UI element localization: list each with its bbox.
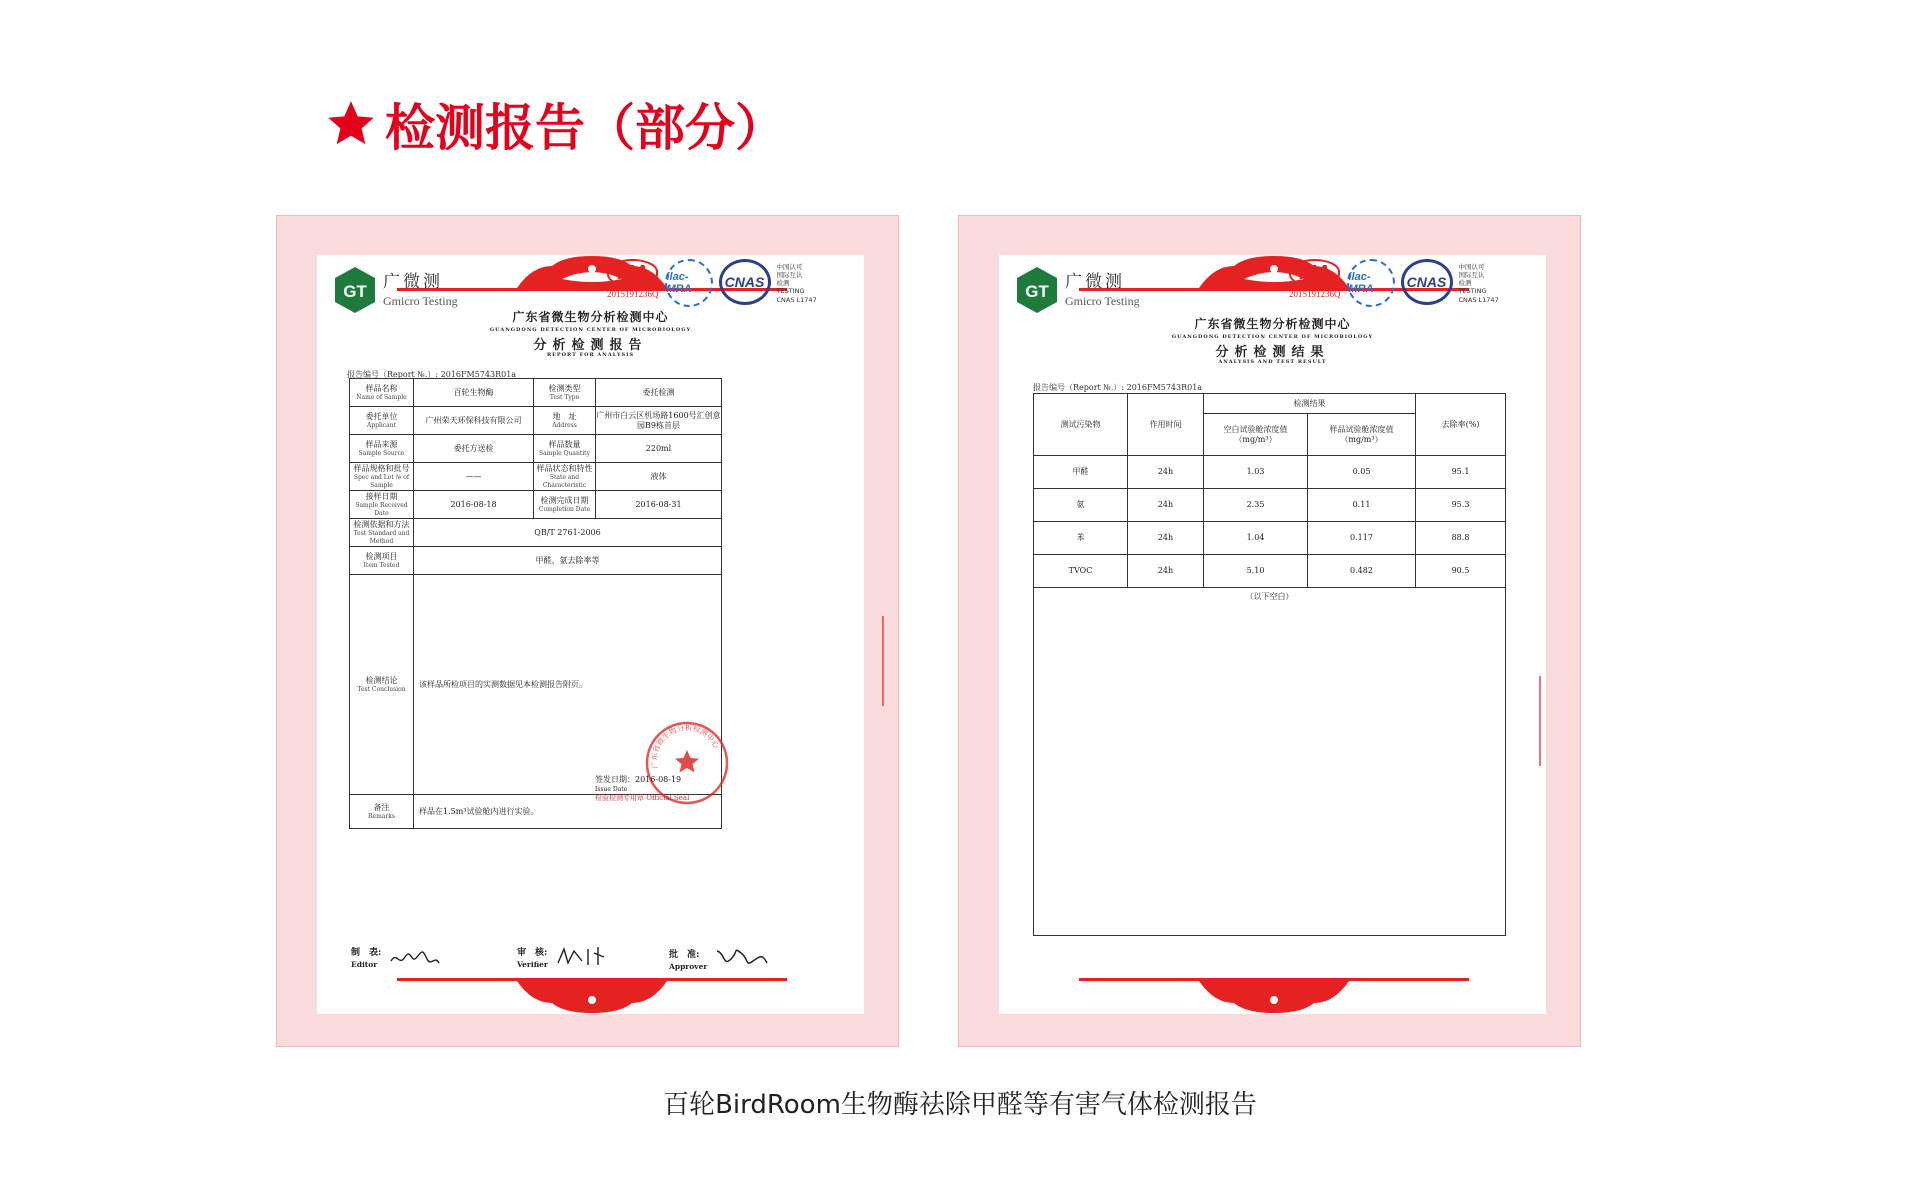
report-title-cn: 分析检测报告 xyxy=(533,338,648,353)
sample-quantity-value: 220ml xyxy=(596,435,722,463)
report-title-cn: 分析检测结果 xyxy=(1215,345,1330,360)
signature-editor: 制 表: Editor xyxy=(351,943,443,969)
paper-cut-ornament xyxy=(397,978,787,1014)
table-row: 检测结论 Test Conclusion 该样品所检项目的实测数据见本检测报告附页。 xyxy=(350,575,722,795)
test-type-value: 委托检测 xyxy=(596,379,722,407)
report-sheet-analysis xyxy=(317,255,864,1014)
cma-number: 2015191236Q xyxy=(1289,289,1341,299)
table-row: 接样日期 Sample Received Date 2016-08-18 检测完成日期 Completion Date 2016-08-31 xyxy=(350,491,722,519)
gmicro-mark-icon xyxy=(335,267,375,313)
org-name-cn: 广东省微生物分析检测中心 xyxy=(512,310,669,324)
received-date-value: 2016-08-18 xyxy=(414,491,534,519)
gmicro-logo xyxy=(335,267,458,313)
table-row: 检测依据和方法 Test Standard and Method QB/T 2761-2006 xyxy=(350,519,722,547)
spec-value: —— xyxy=(414,463,534,491)
report-sheet-results xyxy=(999,255,1546,1014)
gmicro-mark-icon xyxy=(1017,267,1057,313)
ilac-mra-mark: ilac-MRA xyxy=(665,259,713,307)
gmicro-logo xyxy=(1017,267,1140,313)
report-number: 报告编号（Report №.）: 2016FM5743R01a xyxy=(347,370,517,379)
cnas-mark: CNAS xyxy=(719,259,771,305)
completion-date-value: 2016-08-31 xyxy=(596,491,722,519)
signature-approver: 批 准: Approver xyxy=(669,943,773,971)
cma-number: 2015191236Q xyxy=(607,289,659,299)
remarks-value: 样品在1.5m³试验舱内进行实验。 xyxy=(414,795,722,829)
report-frame-left xyxy=(276,215,899,1047)
logo-name-en: Gmicro Testing xyxy=(383,293,458,308)
logo-name-cn: 广微测 xyxy=(1065,271,1125,292)
table-row: 样品规格和批号 Spec and Lot № of Sample —— 样品状态和特性 State and Characteristic 液体 xyxy=(350,463,722,491)
cert-marks xyxy=(1289,259,1499,307)
table-row: 委托单位 Applicant 广州荣天环保科技有限公司 地 址 Address 广州市白云区机场路1600号汇创意园B9栋首层 xyxy=(350,407,722,435)
logo-name-cn: 广微测 xyxy=(383,271,443,292)
sample-source-value: 委托方送检 xyxy=(414,435,534,463)
org-name-en: GUANGDONG DETECTION CENTER OF MICROBIOLOGY xyxy=(489,327,692,333)
table-row xyxy=(1034,588,1506,936)
page-caption: 百轮BirdRoom生物酶祛除甲醛等有害气体检测报告 xyxy=(663,1090,1257,1120)
table-row: 检测项目 Item Tested 甲醛、氨去除率等 xyxy=(350,547,722,575)
paper-cut-ornament xyxy=(1079,978,1469,1014)
org-name-cn: 广东省微生物分析检测中心 xyxy=(1194,317,1351,331)
table-row: 氨 24h 2.35 0.11 95.3 xyxy=(1034,489,1506,522)
applicant-value: 广州荣天环保科技有限公司 xyxy=(414,407,534,435)
org-name-en: GUANGDONG DETECTION CENTER OF MICROBIOLOGY xyxy=(1171,334,1374,340)
svg-text:广东省微生物分析检测中心: 广东省微生物分析检测中心 xyxy=(649,723,721,770)
table-header-row: 测试污染物 作用时间 检测结果 去除率(%) xyxy=(1034,394,1506,414)
cnas-note: 中国认可 国际互认 检测 TESTING CNAS L1747 xyxy=(1458,263,1499,304)
conclusion-value: 该样品所检项目的实测数据见本检测报告附页。 xyxy=(414,575,722,795)
side-stamp xyxy=(1539,676,1553,766)
cma-mark: MA xyxy=(607,259,658,287)
sample-name-value: 百轮生物酶 xyxy=(414,379,534,407)
cnas-mark: CNAS xyxy=(1401,259,1453,305)
standard-value: QB/T 2761-2006 xyxy=(414,519,722,547)
svg-text:GT: GT xyxy=(343,282,367,301)
svg-text:GT: GT xyxy=(1025,282,1049,301)
items-tested-value: 甲醛、氨去除率等 xyxy=(414,547,722,575)
report-frame-right xyxy=(958,215,1581,1047)
report-number: 报告编号（Report №.）: 2016FM5743R01a xyxy=(1033,383,1203,392)
issue-block: 签发日期：2016-08-19 Issue Date 检验检测专用章 Official Seal xyxy=(595,775,690,802)
star-icon xyxy=(325,98,377,150)
table-row: 样品来源 Sample Source 委托方送检 样品数量 Sample Quantity 220ml xyxy=(350,435,722,463)
issue-date: 2016-08-19 xyxy=(635,775,682,784)
table-row: 样品名称 Name of Sample 百轮生物酶 检测类型 Test Type 委托检测 xyxy=(350,379,722,407)
report-title-en: ANALYSIS AND TEST RESULT xyxy=(1218,359,1327,365)
signature-verifier: 审 核: Verifier xyxy=(517,943,618,969)
page-heading xyxy=(325,88,785,160)
cma-mark: MA xyxy=(1289,259,1340,287)
cert-marks xyxy=(607,259,817,307)
address-value: 广州市白云区机场路1600号汇创意园B9栋首层 xyxy=(596,407,722,435)
table-row: 甲醛 24h 1.03 0.05 95.1 xyxy=(1034,456,1506,489)
page-heading-text: 检测报告（部分） xyxy=(385,99,785,157)
blank-note: （以下空白） xyxy=(1034,588,1506,936)
report-title-en: REPORT FOR ANALYSIS xyxy=(546,352,635,358)
logo-name-en: Gmicro Testing xyxy=(1065,293,1140,308)
side-stamp xyxy=(882,616,896,706)
results-table xyxy=(1033,393,1506,936)
state-value: 液体 xyxy=(596,463,722,491)
table-row: TVOC 24h 5.10 0.482 90.5 xyxy=(1034,555,1506,588)
table-row: 备注 Remarks 样品在1.5m³试验舱内进行实验。 xyxy=(350,795,722,829)
table-row: 苯 24h 1.04 0.117 88.8 xyxy=(1034,522,1506,555)
table-header-row: 空白试验舱浓度值 （mg/m³） 样品试验舱浓度值 （mg/m³） xyxy=(1034,414,1506,456)
cnas-note: 中国认可 国际互认 检测 TESTING CNAS L1747 xyxy=(776,263,817,304)
ilac-mra-mark: ilac-MRA xyxy=(1347,259,1395,307)
